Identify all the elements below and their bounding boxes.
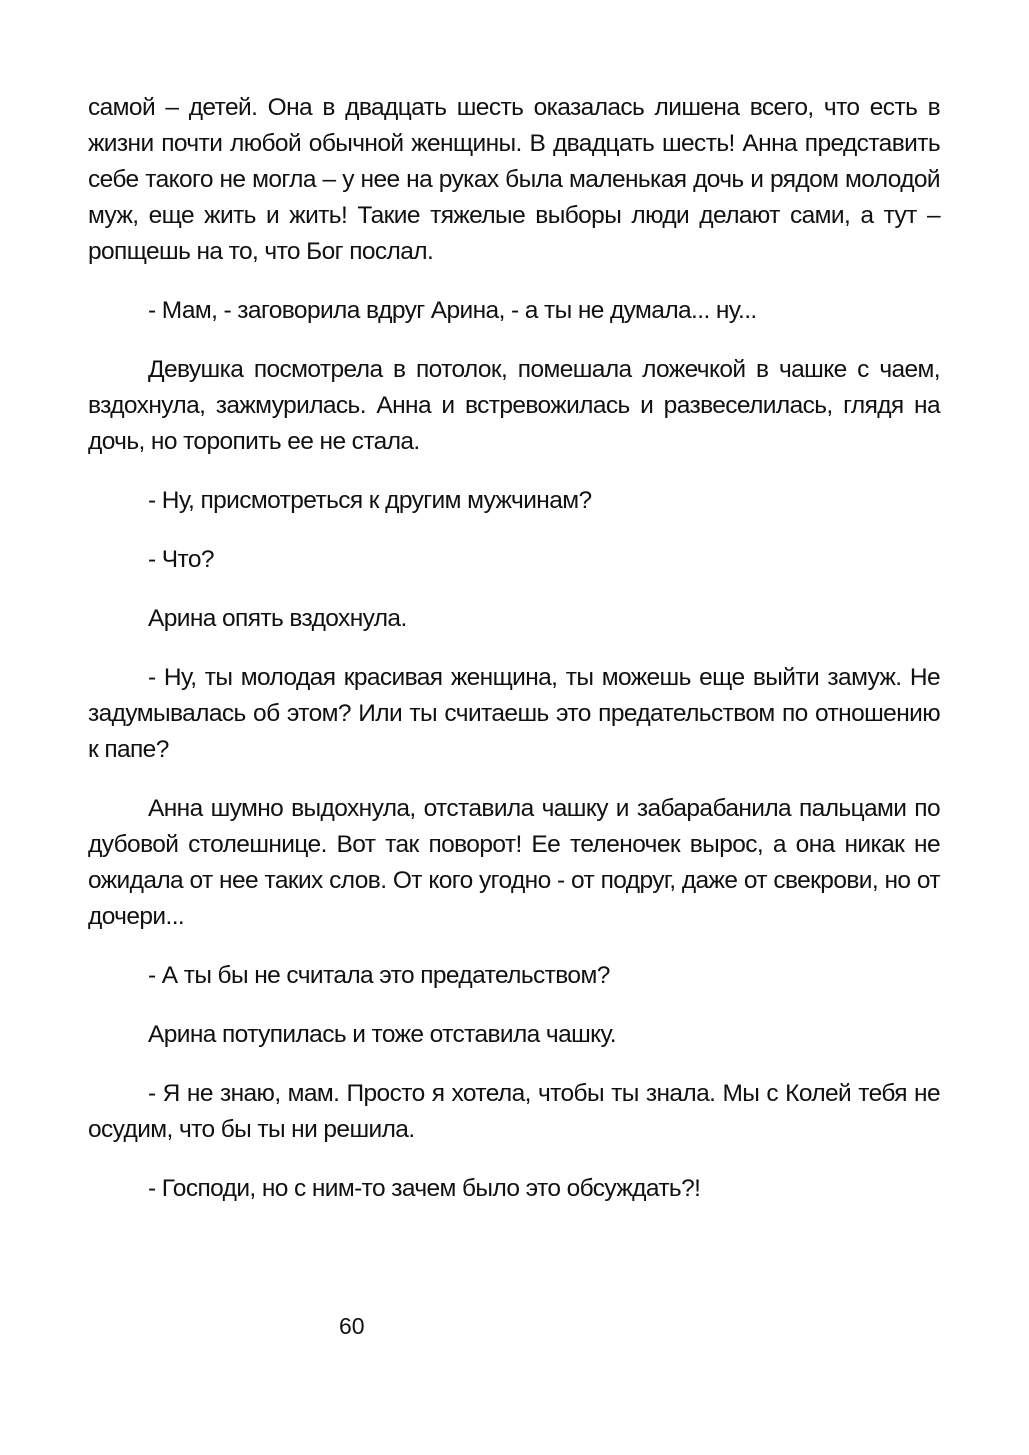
paragraph-6: Арина опять вздохнула. (148, 605, 407, 632)
paragraph-3: Девушка посмотрела в потолок, помешала ложечкой в чашке с чаем, вздохнула, зажмурилась. Анна и встревожилась и развеселилась, глядя на дочь, но торопить ее не стала. (88, 356, 940, 455)
page-number: 60 (339, 1313, 365, 1339)
paragraph-11: - Я не знаю, мам. Просто я хотела, чтобы ты знала. Мы с Колей тебя не осудим, что бы ты ни решила. (88, 1080, 940, 1143)
paragraph-10: Арина потупилась и тоже отставила чашку. (148, 1021, 616, 1048)
paragraph-9: - А ты бы не считала это предательством? (148, 962, 610, 989)
paragraph-7: - Ну, ты молодая красивая женщина, ты можешь еще выйти замуж. Не задумывалась об этом? Или ты считаешь это предательством по отношению к папе? (88, 664, 940, 763)
paragraph-5: - Что? (148, 546, 214, 573)
page-body (88, 90, 940, 1230)
paragraph-12: - Господи, но с ним-то зачем было это обсуждать?! (148, 1175, 701, 1202)
paragraph-2: - Мам, - заговорила вдруг Арина, - а ты не думала... ну... (148, 297, 757, 324)
paragraph-1: самой – детей. Она в двадцать шесть оказалась лишена всего, что есть в жизни почти любой обычной женщины. В двадцать шесть! Анна представить себе такого не могла – у нее на руках была маленькая дочь и рядом молодой муж, еще жить и жить! Такие тяжелые выборы люди делают сами, а тут – ропщешь на то, что Бог послал. (88, 94, 940, 265)
paragraph-8: Анна шумно выдохнула, отставила чашку и забарабанила пальцами по дубовой столешнице. Вот так поворот! Ее теленочек вырос, а она никак не ожидала от нее таких слов. От кого угодно - от подруг, даже от свекрови, но от дочери... (88, 795, 940, 930)
paragraph-4: - Ну, присмотреться к другим мужчинам? (148, 487, 592, 514)
